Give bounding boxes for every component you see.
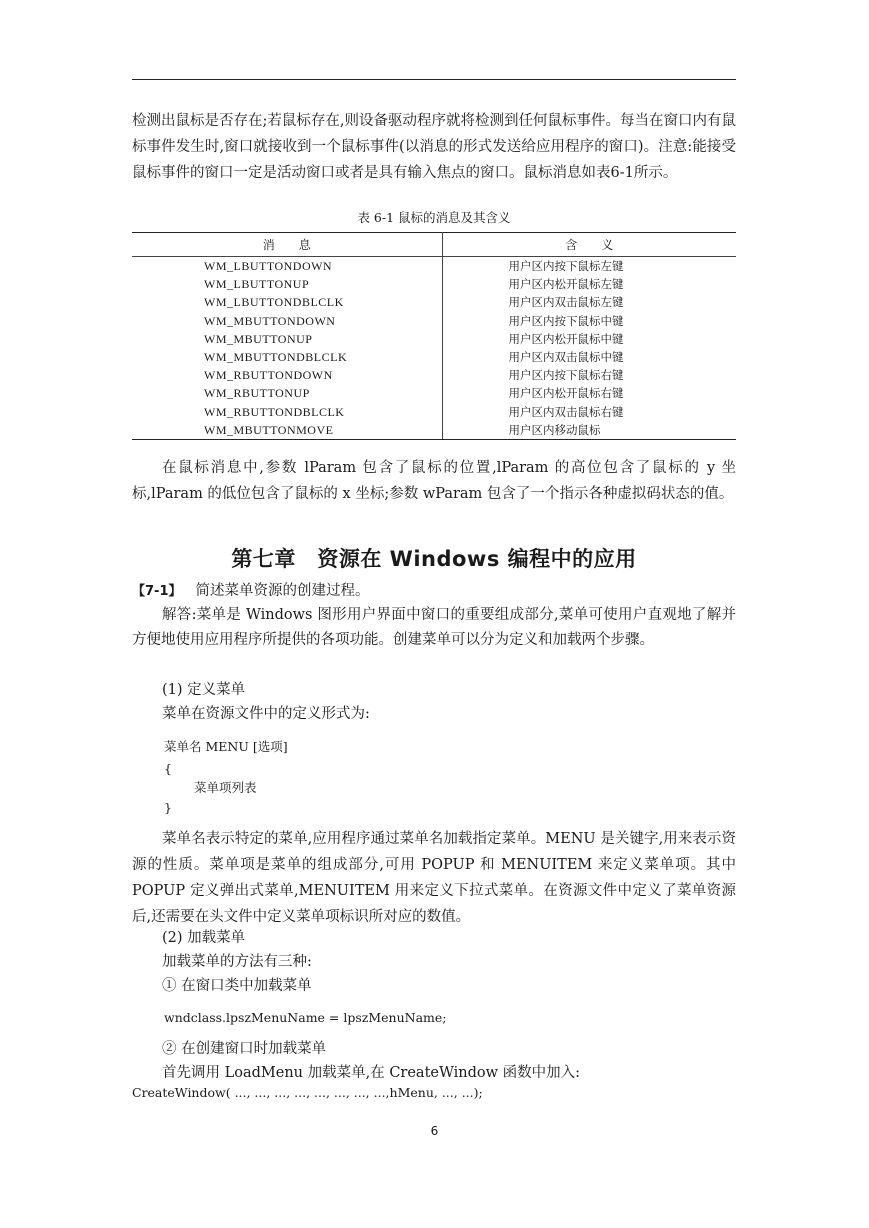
method2-text: 首先调用 LoadMenu 加载菜单,在 CreateWindow 函数中加入: xyxy=(162,1065,581,1081)
method2-heading: ② 在创建窗口时加载菜单 xyxy=(162,1041,327,1057)
table-row xyxy=(132,366,736,384)
method2-code: CreateWindow( ..., ..., ..., ..., ..., ..., ..., ...,hMenu, ..., ...); xyxy=(132,1085,483,1100)
step2-heading: (2) 加载菜单 xyxy=(162,930,246,946)
step1-heading: (1) 定义菜单 xyxy=(162,682,246,698)
header-meaning: 含 义 xyxy=(442,233,736,257)
meaning-cell: 用户区内按下鼠标中键 xyxy=(508,313,624,328)
message-cell: WM_MBUTTONDOWN xyxy=(132,312,442,330)
method1-heading: ① 在窗口类中加载菜单 xyxy=(162,978,312,994)
menu-code-body: 菜单项列表 xyxy=(194,780,257,795)
question-text: 简述菜单资源的创建过程。 xyxy=(195,583,370,599)
meaning-cell: 用户区内双击鼠标中键 xyxy=(508,350,624,365)
param-paragraph: 在鼠标消息中,参数 lParam 包含了鼠标的位置,lParam 的高位包含了鼠标的 y 坐标,lParam 的低位包含了鼠标的 x 坐标;参数 wParam 包含了一个指示各种虚拟码状态的值。 xyxy=(132,460,736,502)
meaning-cell: 用户区内松开鼠标右键 xyxy=(508,386,624,401)
answer-paragraph: 解答:菜单是 Windows 图形用户界面中窗口的重要组成部分,菜单可使用户直观地了解并方便地使用应用程序所提供的各项功能。创建菜单可以分为定义和加载两个步骤。 xyxy=(132,607,736,648)
page-number: 6 xyxy=(430,1124,439,1138)
meaning-cell: 用户区内按下鼠标右键 xyxy=(508,368,624,383)
meaning-cell: 用户区内双击鼠标左键 xyxy=(508,295,624,310)
question-tag: 【7-1】 xyxy=(132,584,182,599)
message-cell: WM_LBUTTONDOWN xyxy=(132,257,442,276)
header-rule xyxy=(132,79,736,80)
mouse-message-table xyxy=(132,232,736,440)
message-cell: WM_LBUTTONUP xyxy=(132,275,442,293)
table-row xyxy=(132,421,736,440)
menu-code-open-brace: { xyxy=(164,761,172,776)
table-header-row xyxy=(132,233,736,257)
header-message: 消 息 xyxy=(132,233,442,257)
message-cell: WM_MBUTTONUP xyxy=(132,330,442,348)
question-line xyxy=(132,580,370,603)
table-row xyxy=(132,348,736,366)
message-cell: WM_RBUTTONDBLCLK xyxy=(132,403,442,421)
table-row xyxy=(132,293,736,311)
step2-intro: 加载菜单的方法有三种: xyxy=(162,954,312,970)
table-row xyxy=(132,403,736,421)
meaning-cell: 用户区内松开鼠标中键 xyxy=(508,331,624,346)
menu-paragraph: 菜单名表示特定的菜单,应用程序通过菜单名加载指定菜单。MENU 是关键字,用来表示资源的性质。菜单项是菜单的组成部分,可用 POPUP 和 MENUITEM 来定义菜单项。其中 POPUP 定义弹出式菜单,MENUITEM 用来定义下拉式菜单。在资源文件中定义了菜单资源后,还需要在头文件中定义菜单项标识所对应的数值。 xyxy=(132,831,736,925)
method1-code: wndclass.lpszMenuName = lpszMenuName; xyxy=(164,1010,447,1025)
chapter-title: 第七章 资源在 Windows 编程中的应用 xyxy=(231,547,637,571)
meaning-cell: 用户区内松开鼠标左键 xyxy=(508,277,624,292)
menu-code-line: 菜单名 MENU [选项] xyxy=(164,739,288,754)
table-caption: 表 6-1 鼠标的消息及其含义 xyxy=(357,210,511,225)
meaning-cell: 用户区内移动鼠标 xyxy=(442,421,736,440)
table-row xyxy=(132,257,736,276)
message-cell: WM_LBUTTONDBLCLK xyxy=(132,293,442,311)
message-cell: WM_RBUTTONDOWN xyxy=(132,366,442,384)
intro-paragraph: 检测出鼠标是否存在;若鼠标存在,则设备驱动程序就将检测到任何鼠标事件。每当在窗口内有鼠标事件发生时,窗口就接收到一个鼠标事件(以消息的形式发送给应用程序的窗口)。注意:能接受鼠标事件的窗口一定是活动窗口或者是具有输入焦点的窗口。鼠标消息如表6-1所示。 xyxy=(132,113,736,181)
message-cell: WM_RBUTTONUP xyxy=(132,384,442,402)
step1-intro: 菜单在资源文件中的定义形式为: xyxy=(162,706,370,722)
message-cell: WM_MBUTTONMOVE xyxy=(132,421,442,440)
table-row xyxy=(132,330,736,348)
meaning-cell: 用户区内按下鼠标左键 xyxy=(508,259,624,273)
table-row xyxy=(132,384,736,402)
table-row xyxy=(132,275,736,293)
menu-code-close-brace: } xyxy=(164,800,172,815)
message-cell: WM_MBUTTONDBLCLK xyxy=(132,348,442,366)
table-row xyxy=(132,312,736,330)
meaning-cell: 用户区内双击鼠标右键 xyxy=(508,404,624,419)
